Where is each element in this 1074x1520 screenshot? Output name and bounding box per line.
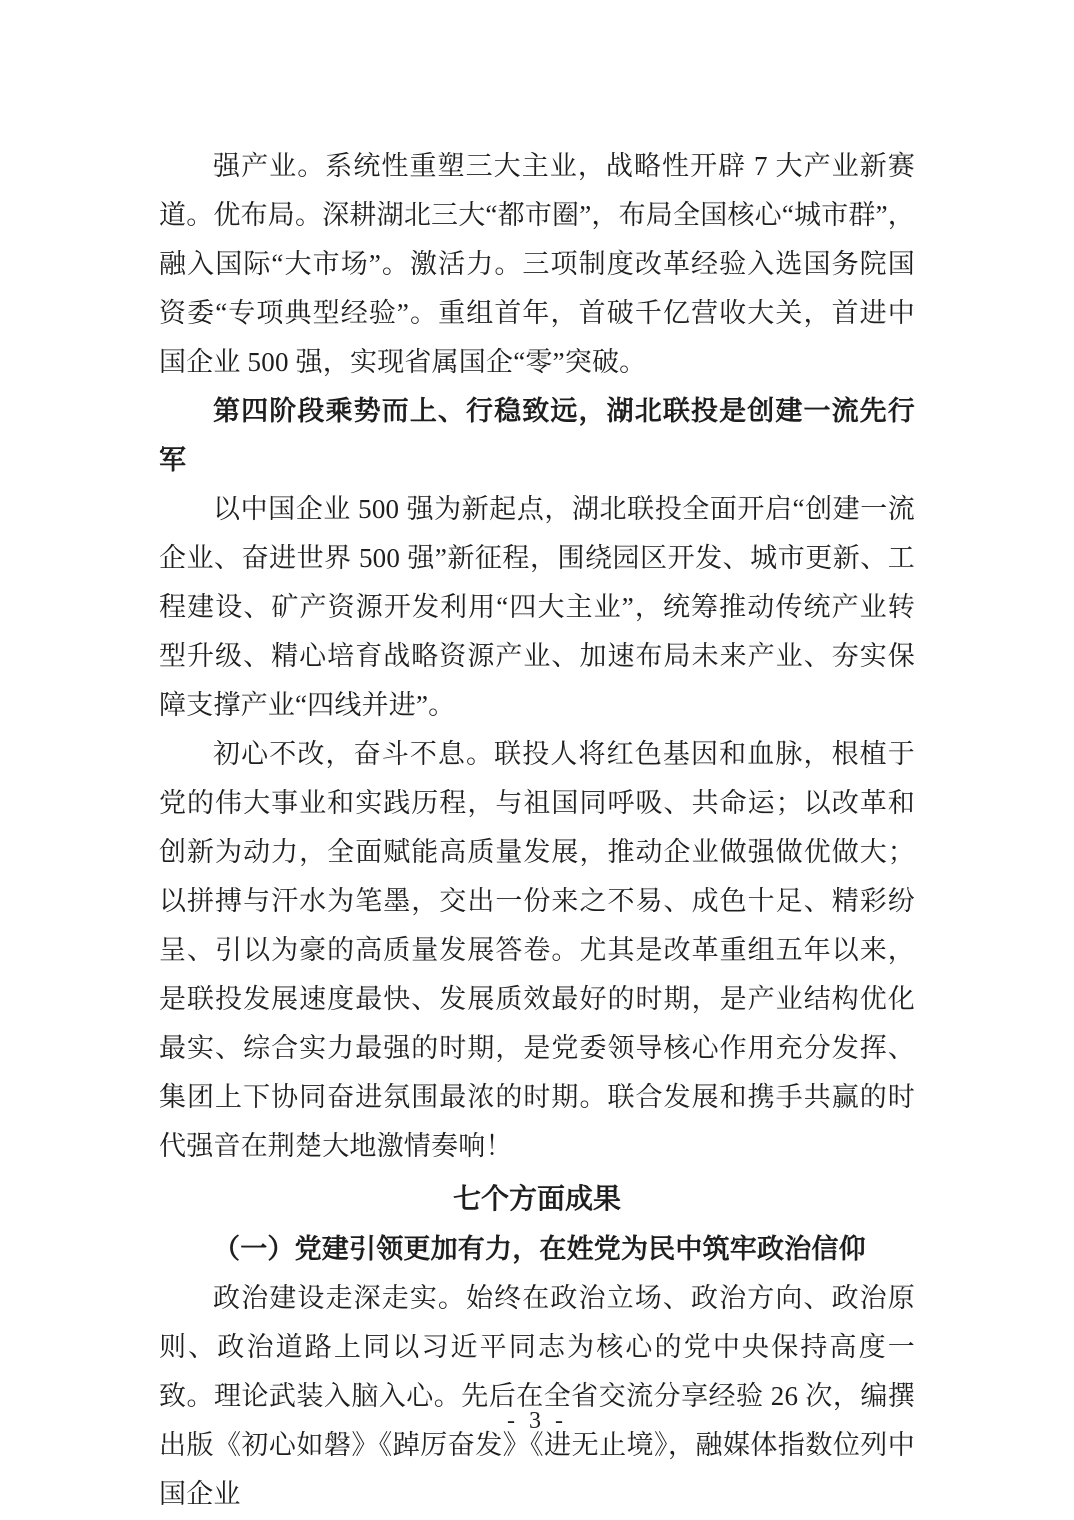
subheading-party-building: （一）党建引领更加有力，在姓党为民中筑牢政治信仰 <box>213 1234 866 1264</box>
paragraph-original-aspiration: 初心不改，奋斗不息。联投人将红色基因和血脉，根植于党的伟大事业和实践历程，与祖国同呼吸、共命运；以改革和创新为动力，全面赋能高质量发展，推动企业做强做优做大；以拼搏与汗水为笔墨，交出一份来之不易、成色十足、精彩纷呈、引以为豪的高质量发展答卷。尤其是改革重组五年以来，是联投发展速度最快、发展质效最好的时期，是产业结构优化最实、综合实力最强的时期，是党委领导核心作用充分发挥、集团上下协同奋进氛围最浓的时期。联合发展和携手共赢的时代强音在荆楚大地激情奏响！ <box>159 739 915 1161</box>
paragraph-new-starting-point: 以中国企业 500 强为新起点，湖北联投全面开启“创建一流企业、奋进世界 500 强”新征程，围绕园区开发、城市更新、工程建设、矿产资源开发利用“四大主业”，统筹推动传统产业转型升级、精心培育战略资源产业、加速布局未来产业、夯实保障支撑产业“四线并进”。 <box>159 494 915 720</box>
paragraph-industry-layout: 强产业。系统性重塑三大主业，战略性开辟 7 大产业新赛道。优布局。深耕湖北三大“都市圈”，布局全国核心“城市群”，融入国际“大市场”。激活力。三项制度改革经验入选国务院国资委“专项典型经验”。重组首年，首破千亿营收大关，首进中国企业 500 强，实现省属国企“零”突破。 <box>159 151 915 377</box>
section-title-seven-achievements: 七个方面成果 <box>452 1183 621 1214</box>
paragraph-political-construction: 政治建设走深走实。始终在政治立场、政治方向、政治原则、政治道路上同以习近平同志为核心的党中央保持高度一致。理论武装入脑入心。先后在全省交流分享经验 26 次，编撰出版《初心如磐》《踔厉奋发》《进无止境》，融媒体指数位列中国企业 <box>159 1283 915 1509</box>
subheading-stage-four: 第四阶段乘势而上、行稳致远，湖北联投是创建一流先行军 <box>159 396 915 475</box>
document-body <box>159 142 915 1519</box>
page-number: - 3 - <box>507 1408 567 1434</box>
